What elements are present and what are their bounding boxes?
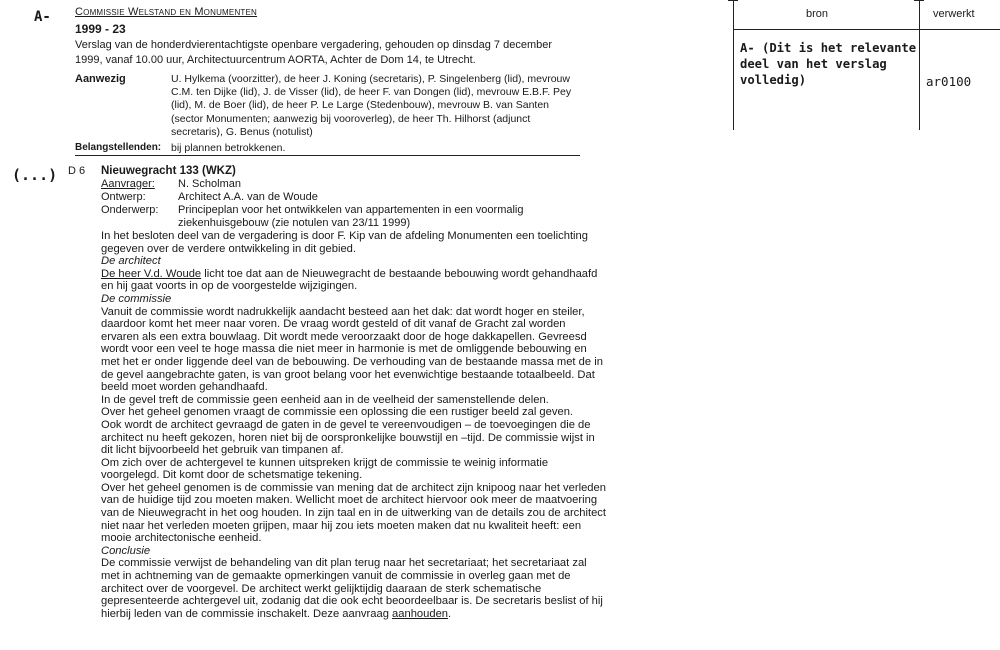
conclusie-end: . — [448, 607, 452, 620]
margin-mark-ellipsis: (...) — [12, 166, 58, 184]
table-header-rule — [733, 29, 1000, 30]
table-left-border — [733, 0, 734, 130]
commissie-paragraph-1: Vanuit de commissie wordt nadrukkelijk aandacht besteed aan het dak: dat wordt hoger en steiler, daardoor komt het meer naar voren. De vraag wordt gesteld of dit vanaf de Gracht zal worden ervaren als een extra bouwlaag. Dit wordt mede veroorzaakt door de hoge dakkapellen. Gevreesd wordt voor een veel te hoge massa die niet meer in harmonie is met de omliggende bebouwing en met het er onder liggende deel van de bebouwing. De verhouding van de bestaande massa met de in de gevel aangebrachte gaten, is van groot belang voor het evenwichtige bestaande totaalbeeld. Dat beeld moet worden gehandhaafd. — [101, 305, 603, 394]
commissie-paragraph-2: In de gevel treft de commissie geen eenheid aan in de veelheid der samenstellende delen. — [101, 393, 549, 406]
belangstellenden-value: bij plannen betrokkenen. — [171, 142, 286, 154]
architect-text: licht toe dat aan de Nieuwegracht de bestaande bebouwing wordt gehandhaafd en hij gaat voorts in op de voorgestelde wijzigingen. — [101, 267, 598, 293]
organization-name: Commissie Welstand en Monumenten — [75, 6, 258, 18]
document-number: 1999 - 23 — [75, 22, 126, 36]
header-divider — [75, 155, 580, 156]
item-number: D 6 — [68, 165, 86, 177]
commissie-paragraph-4: Ook wordt de architect gevraagd de gaten in de gevel te vereenvoudigen – de toevoegingen die de architect nu heeft gekozen, horen niet bij de oorspronkelijke bouwstijl en –tijd. De commissie wijst in dit licht bijvoorbeeld het gebruik van timpanen af. — [101, 418, 595, 457]
minutes-body — [101, 230, 606, 620]
commissie-paragraph-3: Over het geheel genomen vraagt de commissie een oplossing die een rustiger beeld zal geven. — [101, 406, 574, 419]
conclusie-heading: Conclusie — [101, 544, 151, 557]
aanvrager-value: N. Scholman — [178, 178, 241, 190]
architect-name: De heer V.d. Woude — [101, 267, 202, 280]
onderwerp-value: Principeplan voor het ontwikkelen van appartementen in een voormalig ziekenhuisgebouw (zie notulen van 23/11 1999) — [178, 204, 524, 229]
column-header-bron: bron — [806, 8, 829, 20]
bron-note: A- (Dit is het relevante deel van het verslag volledig) — [740, 41, 917, 87]
commissie-paragraph-6: Over het geheel genomen is de commissie van mening dat de architect zijn knipoog naar het verleden van de huidige tijd zou moeten maken. Wellicht moet de architect hiervoor ook meer de maatvoering van de Nieuwegracht in het oog houden. In zijn taal en in de uitwerking van de details zou de architect niet naar het verleden moeten grijpen, maar hij zou iets moeten maken dat nu kwaliteit heeft: een mooie architectonische eenheid. — [101, 481, 607, 545]
intro-paragraph: In het besloten deel van de vergadering is door F. Kip van de afdeling Monumenten een toelichting gegeven over de verdere ontwikkeling in dit gebied. — [101, 230, 588, 255]
ontwerp-label: Ontwerp: — [101, 191, 146, 203]
commissie-heading: De commissie — [101, 292, 172, 305]
conclusie-decision: aanhouden — [392, 607, 449, 620]
conclusie-paragraph — [101, 557, 606, 620]
onderwerp-label: Onderwerp: — [101, 204, 159, 216]
aanwezig-list: U. Hylkema (voorzitter), de heer J. Koning (secretaris), P. Singelenberg (lid), mevrouw C.M. ten Dijke (lid), J. de Visser (lid), de heer F. van Dongen (lid), mevrouw E.B.F. Pey (lid), M. de Boer (lid), de heer P. Le Large (Stedenbouw), mevrouw B. van Santen (sector Monumenten; aanwezig bij vooroverleg), de heer Th. Hilhorst (adjunct secretaris), G. Benus (notulist) — [171, 73, 572, 138]
table-tick-mid — [914, 0, 924, 1]
aanwezig-label: Aanwezig — [75, 73, 126, 85]
margin-mark-a: A- — [34, 9, 51, 25]
commissie-paragraph-5: Om zich over de achtergevel te kunnen uitspreken krijgt de commissie te weinig informatie voorgelegd. Dit komt door de schetsmatige tekening. — [101, 456, 549, 482]
aanvrager-label: Aanvrager: — [101, 178, 155, 190]
table-column-divider — [919, 0, 920, 130]
column-header-verwerkt: verwerkt — [933, 8, 975, 20]
ontwerp-value: Architect A.A. van de Woude — [178, 191, 318, 203]
verwerkt-code: ar0100 — [926, 74, 972, 89]
table-tick-left — [728, 0, 738, 1]
item-title: Nieuwegracht 133 (WKZ) — [101, 165, 236, 177]
architect-paragraph — [101, 268, 606, 293]
meeting-description: Verslag van de honderdvierentachtigste openbare vergadering, gehouden op dinsdag 7 december 1999, vanaf 10.00 uur, Architectuurcentrum AORTA, Achter de Dom 14, te Utrecht. — [75, 39, 553, 66]
architect-heading: De architect — [101, 255, 161, 268]
conclusie-text: De commissie verwijst de behandeling van dit plan terug naar het secretariaat; het secretariaat zal met in achtneming van de gemaakte opmerkingen vanuit de commissie in overleg gaan met de architect over de voorgevel. De architect werkt gelijktijdig daaraan de sterk schematische gepresenteerde achtergevel uit, zodanig dat die ook echt beoordeelbaar is. De secretaris beslist of hij hierbij leden van de commissie inschakelt. Deze aanvraag — [101, 557, 603, 620]
belangstellenden-label: Belangstellenden: — [75, 142, 162, 153]
